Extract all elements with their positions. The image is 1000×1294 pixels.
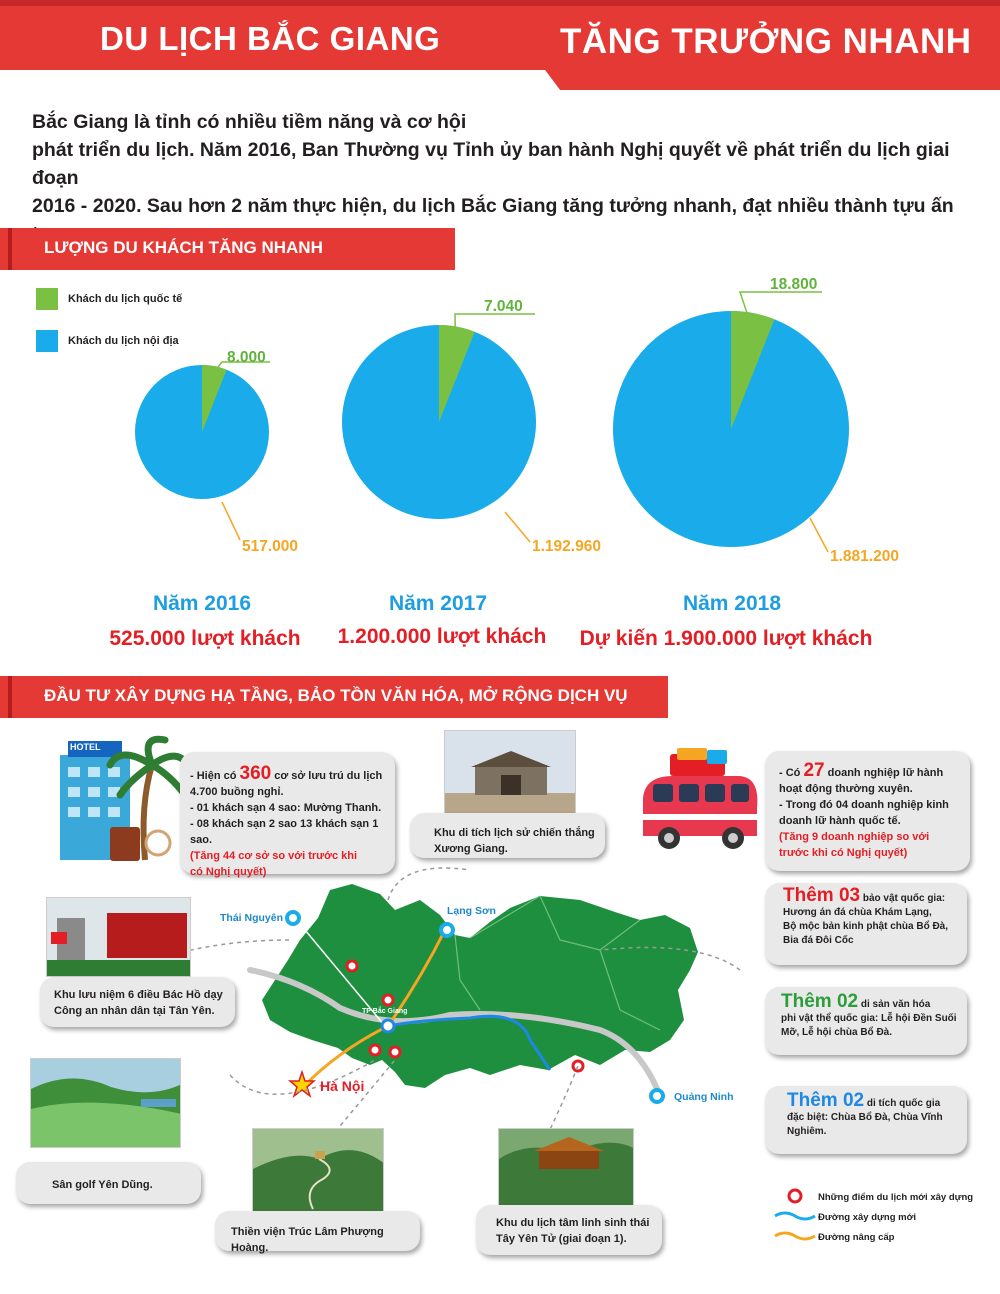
map-label-quang-ninh: Quảng Ninh <box>674 1091 734 1103</box>
pie-2017-domestic-leader <box>505 512 530 542</box>
pie-2018-domestic-label: 1.881.200 <box>830 548 899 565</box>
travel-card-l1-pre: - Có <box>779 767 804 779</box>
legend-upgraded-roads: Đường nâng cấp <box>818 1232 895 1243</box>
header-banner <box>0 0 1000 92</box>
treasure-big: Thêm 03 <box>783 885 861 906</box>
new-site-marker <box>390 1047 400 1057</box>
new-site-marker <box>370 1045 380 1055</box>
truc-lam-card: Thiền viện Trúc Lâm Phượng Hoàng. <box>215 1211 420 1251</box>
pie-2018-international-label: 18.800 <box>770 276 818 293</box>
map-label-ha-noi: Hà Nội <box>320 1078 365 1094</box>
ha-noi-star-icon <box>290 1072 314 1096</box>
hotel-card-l4: - 08 khách sạn 2 sao 13 khách sạn 1 sao. <box>190 818 379 846</box>
title-right: TĂNG TRƯỞNG NHANH <box>560 22 972 61</box>
treasure-l2: Hương án đá chùa Khám Lạng, <box>783 907 932 918</box>
total-2018: Dự kiến 1.900.000 lượt khách <box>579 627 873 650</box>
truc-lam-photo <box>252 1128 384 1214</box>
heritage-big: Thêm 02 <box>781 991 859 1012</box>
tour-bus-illustration-icon <box>635 748 765 860</box>
treasure-l4: Bia đá Đôi Cốc <box>783 935 854 946</box>
intro-line-3: 2016 - 2020. Sau hơn 2 năm thực hiện, du lịch Bắc Giang tăng tưởng nhanh, đạt nhiều thành tựu ấn <box>32 195 954 217</box>
hotel-illustration-icon <box>40 735 190 865</box>
uncle-ho-card: Khu lưu niệm 6 điều Bác Hồ dạy Công an nhân dân tại Tân Yên. <box>40 977 235 1027</box>
new-site-marker <box>573 1061 583 1071</box>
upgraded-road-legend-icon <box>775 1233 815 1239</box>
pie-2016-domestic-label: 517.000 <box>242 538 299 555</box>
map-label-thai-nguyen: Thái Nguyên <box>220 912 284 924</box>
heritage-l2: phi vật thể quốc gia: Lễ hội Đền Suối <box>781 1013 957 1024</box>
uncle-ho-memorial-photo <box>46 897 191 977</box>
map-legend-symbols <box>770 1186 820 1246</box>
legend-new-sites: Những điểm du lịch mới xây dựng <box>818 1192 974 1203</box>
hotel-card-l1-pre: - Hiện có <box>190 770 240 782</box>
relic-big: Thêm 02 <box>787 1090 865 1111</box>
legend-international-label: Khách du lịch quốc tế <box>68 293 183 305</box>
travel-agency-count: 27 <box>803 760 825 781</box>
hotel-card-l6: có Nghị quyết) <box>190 866 267 878</box>
xuong-giang-card: Khu di tích lịch sử chiến thắng Xương Giang. <box>410 813 605 858</box>
tp-bac-giang-marker <box>382 1020 394 1032</box>
travel-card-l1-post: doanh nghiệp lữ hành <box>824 767 944 779</box>
hotel-card-l1-post: cơ sở lưu trú du lịch <box>271 770 383 782</box>
travel-agency-card <box>765 751 970 871</box>
golf-course-photo <box>30 1058 181 1148</box>
quang-ninh-marker <box>651 1090 663 1102</box>
lang-son-marker <box>441 924 453 936</box>
relic-l3: Nghiêm. <box>787 1126 827 1137</box>
map-label-lang-son: Lạng Sơn <box>447 905 496 917</box>
year-2016: Năm 2016 <box>152 592 252 615</box>
intro-paragraph <box>32 108 982 248</box>
hotel-count: 360 <box>239 763 272 784</box>
intro-line-1: Bắc Giang là tỉnh có nhiều tiềm năng và cơ hội <box>32 111 467 133</box>
heritage-l1: di sản văn hóa <box>858 999 931 1010</box>
travel-card-l5: (Tăng 9 doanh nghiệp so với <box>779 831 930 843</box>
treasure-l3: Bộ mộc bản kinh phật chùa Bổ Đà, <box>783 921 949 932</box>
map-label-tp-bac-giang: TP Bắc Giang <box>362 1008 408 1015</box>
hotel-card-l5: (Tăng 44 cơ sở so với trước khi <box>190 850 358 862</box>
treasure-l1: bảo vật quốc gia: <box>860 893 946 904</box>
travel-card-l3: - Trong đó 04 doanh nghiệp kinh <box>779 799 949 811</box>
hotel-sign: HOTEL <box>70 742 101 752</box>
golf-card: Sân golf Yên Dũng. <box>16 1162 201 1204</box>
total-2016: 525.000 lượt khách <box>109 627 301 650</box>
relic-l2: đặc biệt: Chùa Bổ Đà, Chùa Vĩnh <box>787 1112 943 1123</box>
tay-yen-tu-card: Khu du lịch tâm linh sinh thái Tây Yên Tử (giai đoạn 1). <box>476 1205 662 1255</box>
hotel-card-l2: 4.700 buồng nghỉ. <box>190 786 284 798</box>
pie-2016-international-label: 8.000 <box>227 349 266 366</box>
new-site-legend-icon <box>789 1190 801 1202</box>
total-2017: 1.200.000 lượt khách <box>337 625 547 648</box>
pie-2018-domestic-leader <box>810 518 828 552</box>
pie-2017-domestic-label: 1.192.960 <box>532 538 601 555</box>
hotel-card-l3: - 01 khách sạn 4 sao: Mường Thanh. <box>190 802 382 814</box>
new-site-marker <box>383 995 393 1005</box>
thai-nguyen-marker <box>287 912 299 924</box>
year-2018: Năm 2018 <box>682 592 782 615</box>
xuong-giang-photo <box>444 730 576 816</box>
travel-card-l6: trước khi có Nghị quyết) <box>779 847 908 859</box>
year-2017: Năm 2017 <box>388 592 488 615</box>
heritage-l3: Mỡ, Lễ hội chùa Bổ Đà. <box>781 1027 893 1038</box>
hotel-card <box>180 752 395 878</box>
legend-domestic-label: Khách du lịch nội địa <box>68 335 179 347</box>
pie-2016-domestic-leader <box>222 502 240 540</box>
intangible-heritage-card <box>765 987 967 1055</box>
section-infrastructure-heading: ĐẦU TƯ XÂY DỰNG HẠ TẦNG, BẢO TỒN VĂN HÓA, MỞ RỘNG DỊCH VỤ <box>0 676 668 718</box>
section-visitors-heading: LƯỢNG DU KHÁCH TĂNG NHANH <box>0 228 455 270</box>
intro-line-2: phát triển du lịch. Năm 2016, Ban Thường vụ Tỉnh ủy ban hành Nghị quyết về phát triển du lịch giai đoạn <box>32 139 950 189</box>
travel-card-l2: hoạt động thường xuyên. <box>779 783 913 795</box>
title-left: DU LỊCH BẮC GIANG <box>100 20 441 57</box>
new-site-marker <box>347 961 357 971</box>
special-relic-card <box>765 1086 967 1154</box>
relic-l1: di tích quốc gia <box>864 1098 941 1109</box>
legend-new-roads: Đường xây dựng mới <box>818 1212 916 1223</box>
pie-2017-international-label: 7.040 <box>484 298 523 315</box>
new-road-legend-icon <box>775 1213 815 1219</box>
travel-card-l4: doanh lữ hành quốc tế. <box>779 815 901 827</box>
national-treasure-card <box>765 883 967 965</box>
